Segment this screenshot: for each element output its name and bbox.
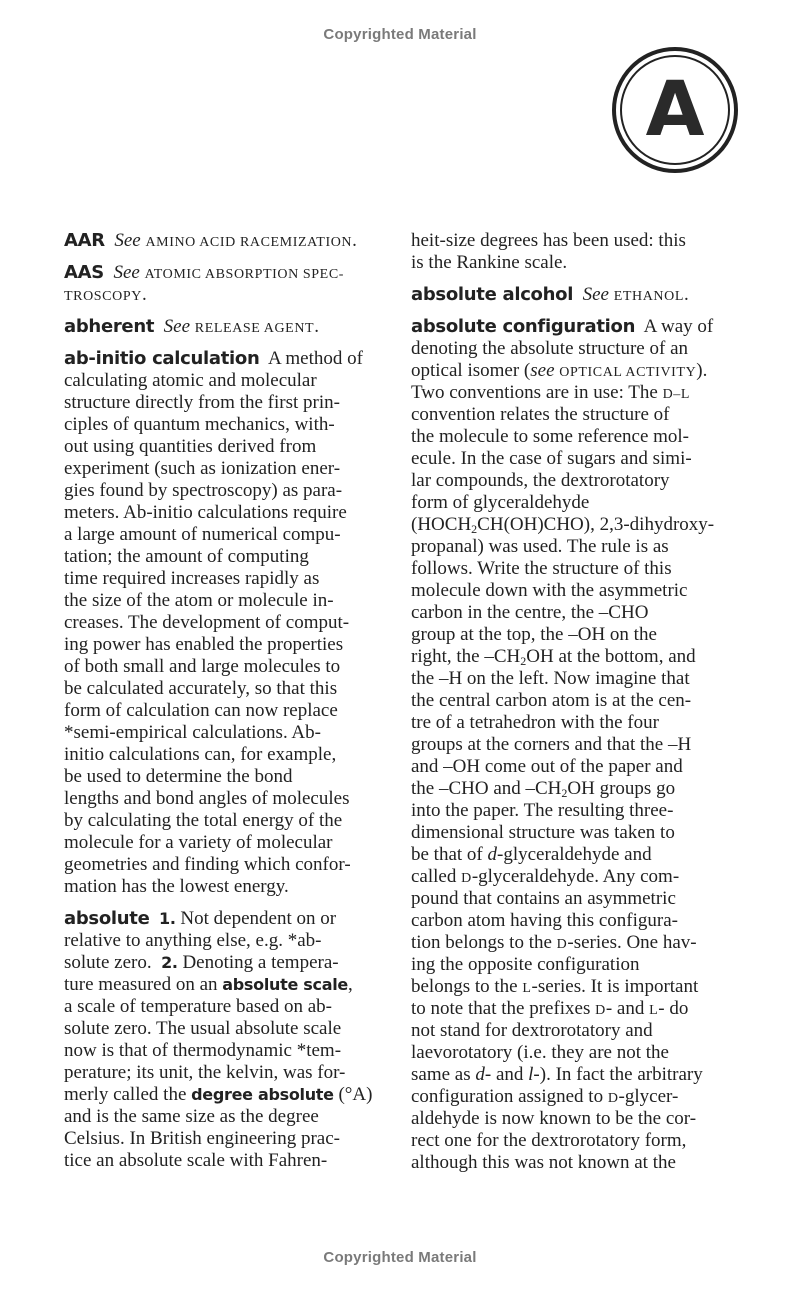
definition-line: carbon atom having this configura- (411, 910, 678, 931)
punct: . (352, 230, 357, 251)
definition-line: tre of a tetrahedron with the four (411, 712, 659, 733)
small-caps-term: D (556, 937, 568, 952)
entry-ab-initio-calculation (64, 348, 399, 898)
entry-abherent (64, 316, 399, 338)
definition-line: ing the opposite configuration (411, 954, 640, 975)
definition-text: merly called the (64, 1084, 187, 1105)
definition-line: experiment (such as ionization ener- (64, 458, 341, 479)
cross-reference-link[interactable]: RELEASE AGENT (194, 321, 315, 336)
definition-text: called (411, 866, 457, 887)
definition-line: ing power has enabled the properties (64, 634, 344, 655)
definition-line: the molecule to some reference mol- (411, 426, 690, 447)
definition-text: optical isomer ( (411, 360, 531, 381)
definition-text: Not dependent on or (180, 908, 337, 929)
headword: AAR (64, 230, 105, 251)
definition-line: ecule. In the case of sugars and simi- (411, 448, 692, 469)
punct: . (684, 284, 689, 305)
definition-line: is the Rankine scale. (411, 252, 568, 273)
definition-text: be that of (411, 844, 483, 865)
definition-line: denoting the absolute structure of an (411, 338, 689, 359)
definition-text: configuration assigned to (411, 1086, 604, 1107)
definition-line: form of glyceraldehyde (411, 492, 590, 513)
definition-text: -). In fact the arbitrary (533, 1064, 703, 1085)
small-caps-term: D–L (662, 387, 691, 402)
definition-line: groups at the corners and that the –H (411, 734, 692, 755)
definition-line: molecule for a variety of molecular (64, 832, 333, 853)
entry-absolute-configuration (411, 316, 751, 1174)
sense-number: 2. (161, 953, 178, 972)
cross-reference-link[interactable]: ETHANOL (613, 289, 684, 304)
cross-reference-link[interactable]: AMINO ACID RACEMIZATION (145, 235, 353, 250)
definition-line: and –OH come out of the paper and (411, 756, 683, 777)
section-letter-badge (612, 47, 738, 173)
definition-text: -glycer- (618, 1086, 679, 1107)
definition-text: -glyceraldehyde and (497, 844, 652, 865)
definition-line: by calculating the total energy of the (64, 810, 343, 831)
entry-absolute-continued (411, 230, 751, 274)
definition-text: solute zero. (64, 952, 152, 973)
definition-line: *semi-empirical calculations. Ab- (64, 722, 321, 743)
definition-line: into the paper. The resulting three- (411, 800, 674, 821)
definition-line: creases. The development of comput- (64, 612, 350, 633)
cross-reference-link-cont[interactable]: TROSCOPY (64, 289, 142, 304)
definition-text: A way of (643, 316, 714, 337)
small-caps-term: D (607, 1091, 619, 1106)
definition-line: lengths and bond angles of molecules (64, 788, 350, 809)
small-caps-term: L (649, 1003, 659, 1018)
definition-line: lar compounds, the dextrorotatory (411, 470, 670, 491)
headword: absolute configuration (411, 316, 636, 337)
definition-text: tion belongs to the (411, 932, 552, 953)
italic-prefix: l (528, 1064, 534, 1085)
small-caps-term: L (522, 981, 532, 996)
definition-line: form of calculation can now replace (64, 700, 338, 721)
italic-prefix: d (475, 1064, 485, 1085)
definition-line: aldehyde is now known to be the cor- (411, 1108, 697, 1129)
definition-line: rect one for the dextrorotatory form, (411, 1130, 687, 1151)
definition-line: carbon in the centre, the –CHO (411, 602, 649, 623)
definition-line: relative to anything else, e.g. *ab- (64, 930, 322, 951)
definition-line: pound that contains an asymmetric (411, 888, 676, 909)
definition-line: molecule down with the asymmetric (411, 580, 688, 601)
subterm: degree absolute (191, 1085, 334, 1104)
definition-line: meters. Ab-initio calculations require (64, 502, 347, 523)
entry-aar (64, 230, 399, 252)
definition-line: ciples of quantum mechanics, with- (64, 414, 335, 435)
headword: abherent (64, 316, 155, 337)
definition-text: -glyceraldehyde. Any com- (471, 866, 680, 887)
definition-line: perature; its unit, the kelvin, was for- (64, 1062, 346, 1083)
subterm: absolute scale (222, 975, 348, 994)
definition-line: and is the same size as the degree (64, 1106, 319, 1127)
definition-line: calculating atomic and molecular (64, 370, 317, 391)
definition-line: laevorotatory (i.e. they are not the (411, 1042, 669, 1063)
punct: . (314, 316, 319, 337)
definition-line: not stand for dextrorotatory and (411, 1020, 653, 1041)
definition-line: time required increases rapidly as (64, 568, 320, 589)
entry-absolute (64, 908, 399, 1172)
cross-reference-link[interactable]: ATOMIC ABSORPTION SPEC- (144, 267, 345, 282)
definition-text: - and (605, 998, 645, 1019)
definition-text: the –CHO and –CH (411, 778, 562, 799)
definition-line: mation has the lowest energy. (64, 876, 289, 897)
subscript: 2 (561, 786, 568, 800)
right-column (411, 230, 751, 1174)
definition-line: a scale of temperature based on ab- (64, 996, 332, 1017)
definition-line: out using quantities derived from (64, 436, 317, 457)
sense-number: 1. (159, 909, 176, 928)
definition-text: belongs to the (411, 976, 518, 997)
definition-text: right, the –CH (411, 646, 521, 667)
definition-text: CH(OH)CHO), 2,3-dihydroxy- (477, 514, 715, 535)
headword: absolute alcohol (411, 284, 574, 305)
subscript: 2 (520, 654, 527, 668)
copyright-watermark-top: Copyrighted Material (323, 26, 477, 43)
definition-text: OH groups go (567, 778, 676, 799)
copyright-watermark-bottom: Copyrighted Material (323, 1249, 477, 1266)
italic-prefix: d (487, 844, 498, 865)
definition-line: tation; the amount of computing (64, 546, 309, 567)
subscript: 2 (471, 522, 478, 536)
definition-line: be used to determine the bond (64, 766, 293, 787)
entry-aas (64, 262, 399, 306)
definition-line: of both small and large molecules to (64, 656, 341, 677)
cross-reference-link[interactable]: OPTICAL ACTIVITY (559, 365, 697, 380)
section-letter: A (645, 64, 705, 153)
small-caps-term: D (461, 871, 472, 886)
definition-text: -series. It is important (531, 976, 699, 997)
definition-line: convention relates the structure of (411, 404, 670, 425)
definition-text: (°A) (338, 1084, 373, 1105)
definition-text: to note that the prefixes (411, 998, 591, 1019)
definition-line: gies found by spectroscopy) as para- (64, 480, 343, 501)
headword: absolute (64, 908, 150, 929)
definition-line: the central carbon atom is at the cen- (411, 690, 692, 711)
definition-line: solute zero. The usual absolute scale (64, 1018, 342, 1039)
definition-line: a large amount of numerical compu- (64, 524, 341, 545)
punct: . (141, 284, 147, 305)
definition-line: group at the top, the –OH on the (411, 624, 657, 645)
definition-line: be calculated accurately, so that this (64, 678, 338, 699)
definition-line: propanal) was used. The rule is as (411, 536, 669, 557)
definition-text: Two conventions are in use: The (411, 382, 658, 403)
definition-line: although this was not known at the (411, 1152, 676, 1173)
small-caps-term: D (595, 1003, 606, 1018)
see-label: See (582, 284, 609, 305)
see-label: See (163, 316, 191, 337)
definition-line: tice an absolute scale with Fahren- (64, 1150, 328, 1171)
definition-line: now is that of thermodynamic *tem- (64, 1040, 342, 1061)
definition-text: (HOCH (411, 514, 472, 535)
definition-text: same as (411, 1064, 471, 1085)
punct: ). (696, 360, 708, 381)
see-label: See (114, 230, 141, 251)
definition-line: Celsius. In British engineering prac- (64, 1128, 340, 1149)
definition-line: structure directly from the first prin- (64, 392, 340, 413)
headword: AAS (64, 262, 104, 283)
definition-text: Denoting a tempera- (182, 952, 339, 973)
see-label: see (530, 360, 555, 381)
definition-text: -series. One hav- (567, 932, 697, 953)
definition-line: the size of the atom or molecule in- (64, 590, 334, 611)
definition-text: - and (484, 1064, 524, 1085)
definition-text: OH at the bottom, and (526, 646, 696, 667)
definition-line: geometries and finding which confor- (64, 854, 351, 875)
left-column (64, 230, 399, 1172)
definition-text: ture measured on an (64, 974, 218, 995)
definition-line: dimensional structure was taken to (411, 822, 675, 843)
see-label: See (113, 262, 140, 283)
definition-text: - do (658, 998, 689, 1019)
definition-line: initio calculations can, for example, (64, 744, 337, 765)
definition-line: heit-size degrees has been used: this (411, 230, 686, 251)
entry-absolute-alcohol (411, 284, 751, 306)
definition-line: follows. Write the structure of this (411, 558, 672, 579)
definition-line: the –H on the left. Now imagine that (411, 668, 690, 689)
headword: ab-initio calculation (64, 348, 260, 369)
definition-text: A method of (267, 348, 363, 369)
punct: , (347, 974, 353, 995)
